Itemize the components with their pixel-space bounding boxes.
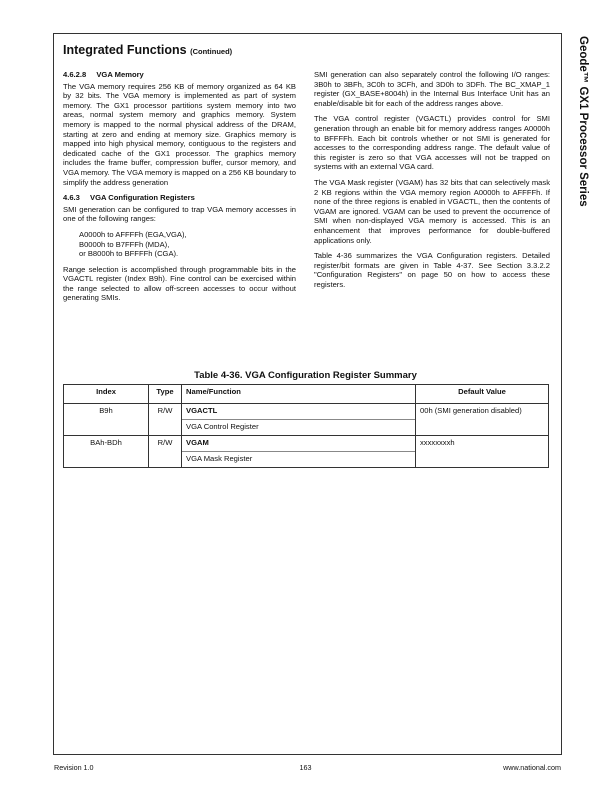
cell-index: B9h [64, 404, 149, 436]
paragraph: Range selection is accomplished through programmable bits in the VGACTL register (Index B9h). Fine control can be exercised within the range selected to allow off-screen accesses to occur without generating SMIs. [63, 264, 296, 303]
table-header-row [64, 385, 549, 404]
header-index: Index [64, 385, 149, 404]
side-title-text: Geode™ GX1 Processor Series [577, 36, 589, 207]
paragraph: SMI generation can be configured to trap VGA memory accesses in one of the following ranges: [63, 204, 296, 224]
header-default: Default Value [416, 385, 549, 404]
range-item: A0000h to AFFFFh (EGA,VGA), [79, 229, 187, 239]
cell-default: xxxxxxxxh [416, 436, 549, 468]
footer-revision: Revision 1.0 [54, 763, 94, 772]
cell-type: R/W [149, 436, 182, 468]
cell-name [182, 404, 416, 436]
subsection-title: VGA Memory [96, 70, 144, 79]
range-item: B0000h to B7FFFh (MDA), [79, 239, 170, 249]
paragraph: SMI generation can also separately control the following I/O ranges: 3B0h to 3BFh, 3C0h to 3CFh, and 3D0h to 3DFh. The BC_XMAP_1 register (GX_BASE+8004h) in the Internal Bus Interface Unit has an enable/disable bit for each of the address ranges above. [314, 70, 550, 108]
header-type: Type [149, 385, 182, 404]
register-function: VGA Mask Register [182, 451, 415, 467]
range-item: or B8000h to BFFFFh (CGA). [79, 249, 179, 259]
paragraph: Table 4-36 summarizes the VGA Configuration registers. Detailed register/bit formats are given in Table 4-37. See Section 3.3.2.2 "Configuration Registers" on page 50 on how to access these registers. [314, 251, 550, 289]
cell-index: BAh-BDh [64, 436, 149, 468]
cell-name [182, 436, 416, 468]
table-row [64, 436, 549, 468]
section-title: Integrated Functions [63, 43, 187, 57]
register-summary-table [63, 384, 549, 468]
section-subtitle: (Continued) [190, 47, 233, 56]
subsection-heading-vga-config [63, 193, 296, 203]
left-column [63, 70, 296, 309]
cell-type: R/W [149, 404, 182, 436]
range-list [79, 230, 296, 259]
cell-default: 00h (SMI generation disabled) [416, 404, 549, 436]
register-name: VGACTL [186, 406, 218, 415]
table-row [64, 404, 549, 436]
side-running-title [563, 36, 593, 216]
register-name: VGAM [186, 438, 209, 447]
section-heading [63, 43, 232, 57]
subsection-heading-vga-memory [63, 70, 296, 80]
subsection-number: 4.6.2.8 [63, 70, 87, 79]
right-column [314, 70, 550, 295]
paragraph: The VGA control register (VGACTL) provides control for SMI generation through an enable bit for memory address ranges A0000h to BFFFFh. Each bit controls whether or not SMI is generated for accesses to the corresponding address range. The default value of this register is zero so that VGA accesses will not be trapped on systems with an external VGA card. [314, 114, 550, 172]
subsection-title: VGA Configuration Registers [90, 193, 195, 203]
register-function: VGA Control Register [182, 419, 415, 435]
subsection-number: 4.6.3 [63, 193, 80, 203]
paragraph: The VGA memory requires 256 KB of memory organized as 64 KB by 32 bits. The VGA memory is implemented as part of system memory. The GX1 processor partitions system memory into two areas, normal system memory and graphics memory. System memory is mapped to the normal physical address of the DRAM, starting at zero and ending at memory size. Graphics memory is mapped into high physical memory, contiguous to the registers and dedicated cache of the GX1 processor. The graphics memory includes the frame buffer, compression buffer, cursor memory, and VGA memory. The VGA memory is mapped on a 256 KB boundary to simplify the address generation [63, 81, 296, 187]
footer-page-number: 163 [299, 763, 312, 772]
header-name: Name/Function [182, 385, 416, 404]
paragraph: The VGA Mask register (VGAM) has 32 bits that can selectively mask 2 KB regions within the VGA memory region A0000h to AFFFFh. If none of the three regions is enabled in VGACTL, then the contents of VGAM are ignored. VGAM can be used to prevent the occurrence of SMI when non-displayed VGA memory is accessed. This is an enhancement that improves performance for double-buffered applications only. [314, 177, 550, 245]
footer-website: www.national.com [503, 763, 561, 772]
table-title: Table 4-36. VGA Configuration Register Summary [194, 370, 417, 381]
